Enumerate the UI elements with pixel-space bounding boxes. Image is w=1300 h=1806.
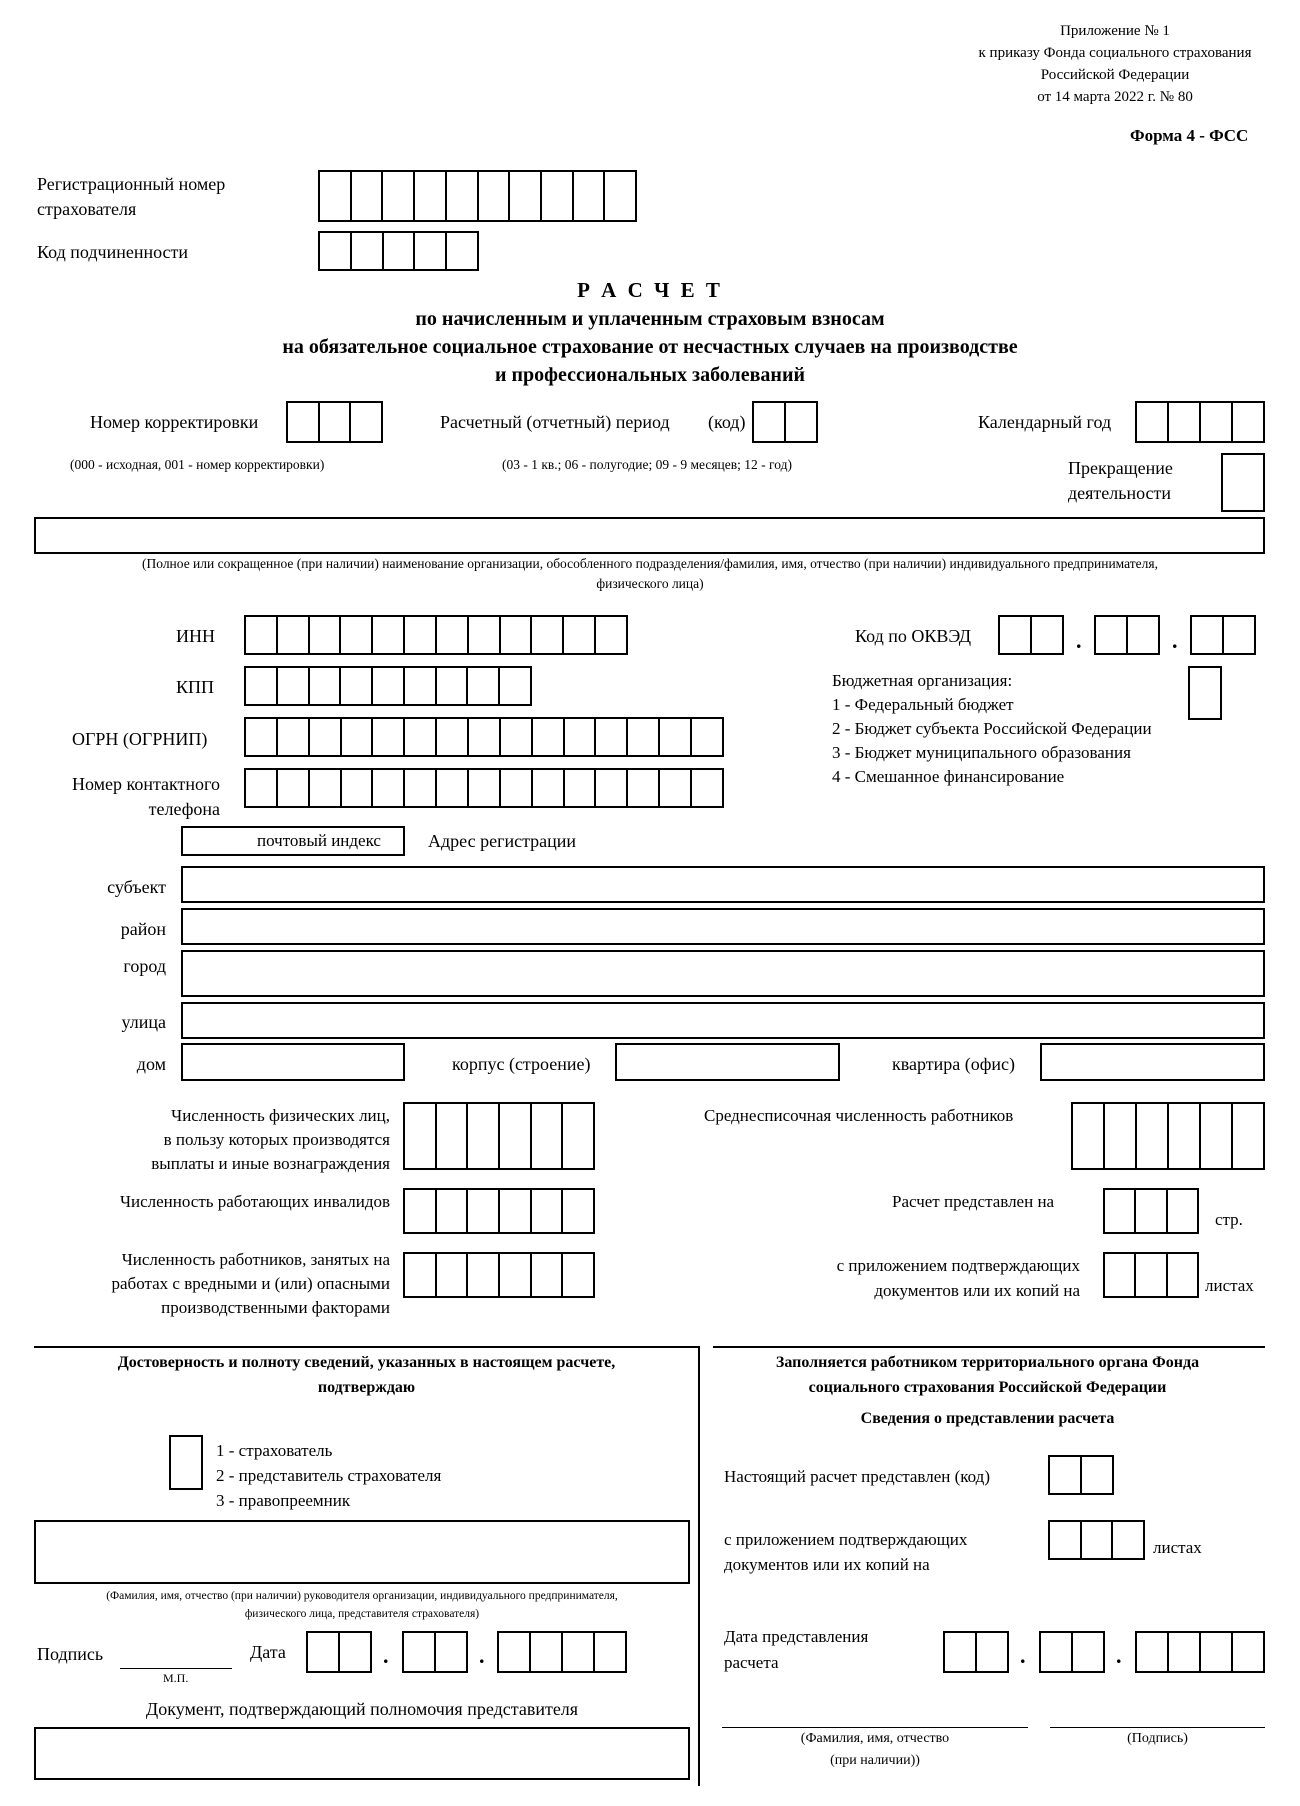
appendix-line-2: к приказу Фонда социального страхования (978, 45, 1252, 61)
reg-address-label: Адрес регистрации (428, 831, 577, 851)
city-field[interactable] (181, 950, 1265, 997)
confirm-date-dot-1: . (383, 1643, 389, 1668)
confirm-option-1: 1 - страхователь (216, 1441, 333, 1460)
subordination-label: Код подчиненности (37, 242, 189, 262)
individuals-label-3: выплаты и иные вознаграждения (151, 1154, 390, 1173)
fss-date-day[interactable] (943, 1631, 1009, 1673)
fss-attach-cells[interactable] (1048, 1520, 1145, 1560)
fss-subheading: Сведения о представлении расчета (860, 1410, 1115, 1427)
pages-label: Расчет представлен на (892, 1192, 1055, 1211)
attach-label-1: с приложением подтверждающих (836, 1256, 1080, 1275)
fss-attach-label-2: документов или их копий на (724, 1555, 930, 1574)
fss-heading-2: социального страхования Российской Федерации (808, 1379, 1167, 1396)
okved-cells-2[interactable] (1094, 615, 1160, 655)
signatory-name-field[interactable] (34, 1520, 690, 1584)
fss-heading-1: Заполняется работником территориального органа Фонда (775, 1354, 1200, 1371)
appendix-line-4: от 14 марта 2022 г. № 80 (1037, 89, 1193, 105)
confirm-date-label: Дата (250, 1642, 286, 1662)
phone-label-1: Номер контактного (71, 774, 220, 794)
street-label: улица (121, 1012, 166, 1032)
fss-presented-label: Настоящий расчет представлен (код) (724, 1467, 990, 1486)
title-line-3: на обязательное социальное страхование от несчастных случаев на производстве (282, 336, 1018, 358)
fss-attach-unit: листах (1153, 1538, 1202, 1557)
signatory-hint-1: (Фамилия, имя, отчество (при наличии) руководителя организации, индивидуального предпринимателя, (106, 1590, 618, 1602)
org-name-hint-2: физического лица) (596, 576, 704, 591)
avg-headcount-cells[interactable] (1071, 1102, 1265, 1170)
fss-date-month[interactable] (1039, 1631, 1105, 1673)
confirm-role-cell[interactable] (169, 1435, 203, 1490)
period-code-label: (код) (708, 412, 746, 432)
correction-hint: (000 - исходная, 001 - номер корректировки) (70, 457, 325, 472)
subject-field[interactable] (181, 866, 1265, 903)
authority-doc-field[interactable] (34, 1727, 690, 1780)
budget-option-2: 2 - Бюджет субъекта Российской Федерации (832, 719, 1152, 738)
signature-line[interactable] (120, 1668, 232, 1669)
city-label: город (123, 956, 166, 976)
year-label: Календарный год (978, 412, 1112, 432)
okved-cells-3[interactable] (1190, 615, 1256, 655)
disabled-cells[interactable] (403, 1188, 595, 1234)
authority-doc-label: Документ, подтверждающий полномочия представителя (145, 1699, 579, 1719)
divider-left (34, 1346, 699, 1348)
title-line-1: Р А С Ч Е Т (577, 278, 723, 302)
correction-cells[interactable] (286, 401, 383, 443)
budget-option-4: 4 - Смешанное финансирование (832, 767, 1065, 786)
fss-name-hint-1: (Фамилия, имя, отчество (800, 1731, 950, 1746)
fss-attach-label-1: с приложением подтверждающих (724, 1530, 968, 1549)
individuals-cells[interactable] (403, 1102, 595, 1170)
postal-index-label: почтовый индекс (257, 831, 381, 850)
reg-number-label-2: страхователя (37, 199, 137, 219)
phone-label-2: телефона (148, 799, 220, 819)
individuals-label-1: Численность физических лиц, (171, 1106, 390, 1125)
confirm-date-dot-2: . (479, 1643, 485, 1668)
budget-option-3: 3 - Бюджет муниципального образования (832, 743, 1131, 762)
org-name-hint-1: (Полное или сокращенное (при наличии) наименование организации, обособленного подразделения/фамилия, имя, отчество (при наличии) индивидуального предпринимателя, (142, 556, 1158, 571)
confirm-option-3: 3 - правопреемник (216, 1491, 351, 1510)
fss-presented-cells[interactable] (1048, 1455, 1114, 1495)
individuals-label-2: в пользу которых производятся (163, 1130, 390, 1149)
fss-name-hint-2: (при наличии)) (830, 1753, 920, 1768)
disabled-label: Численность работающих инвалидов (119, 1192, 390, 1211)
period-cells[interactable] (752, 401, 818, 443)
kpp-cells[interactable] (244, 666, 532, 706)
district-field[interactable] (181, 908, 1265, 945)
signatory-hint-2: физического лица, представителя страхователя) (244, 1608, 480, 1620)
street-field[interactable] (181, 1002, 1265, 1039)
building-label: корпус (строение) (452, 1054, 591, 1074)
fss-sign-hint: (Подпись) (1127, 1731, 1188, 1746)
okved-cells-1[interactable] (998, 615, 1064, 655)
budget-option-1: 1 - Федеральный бюджет (832, 695, 1014, 714)
confirm-date-year[interactable] (497, 1631, 627, 1673)
hazardous-label-2: работах с вредными и (или) опасными (111, 1274, 390, 1293)
appendix-line-3: Российской Федерации (1040, 67, 1190, 83)
ogrn-cells[interactable] (244, 717, 724, 757)
org-name-field[interactable] (34, 517, 1265, 554)
reg-number-label-1: Регистрационный номер (37, 174, 226, 194)
attach-unit: листах (1205, 1276, 1254, 1295)
signature-label: Подпись (37, 1644, 104, 1664)
pages-cells[interactable] (1103, 1188, 1199, 1234)
termination-label-1: Прекращение (1068, 458, 1173, 478)
title-line-4: и профессиональных заболеваний (494, 364, 806, 386)
year-cells[interactable] (1135, 401, 1265, 443)
okved-dot-2: . (1172, 628, 1178, 653)
house-label: дом (136, 1054, 166, 1074)
inn-label: ИНН (176, 626, 215, 646)
confirm-date-month[interactable] (402, 1631, 468, 1673)
hazardous-label-1: Численность работников, занятых на (121, 1250, 390, 1269)
divider-right (713, 1346, 1265, 1348)
stamp-label: М.П. (163, 1671, 189, 1685)
form-name: Форма 4 - ФСС (1130, 126, 1249, 145)
fss-date-label-1: Дата представления (724, 1627, 869, 1646)
avg-headcount-label: Среднесписочная численность работников (704, 1106, 1014, 1125)
phone-cells[interactable] (244, 768, 724, 808)
hazardous-cells[interactable] (403, 1252, 595, 1298)
inn-cells[interactable] (244, 615, 628, 655)
period-hint: (03 - 1 кв.; 06 - полугодие; 09 - 9 месяцев; 12 - год) (502, 457, 792, 472)
house-field[interactable] (181, 1043, 405, 1081)
attach-label-2: документов или их копий на (874, 1281, 1080, 1300)
period-label: Расчетный (отчетный) период (440, 412, 670, 432)
apartment-field[interactable] (1040, 1043, 1265, 1081)
fss-sign-line[interactable] (1050, 1727, 1265, 1728)
termination-cell[interactable] (1221, 453, 1265, 512)
title-line-2: по начисленным и уплаченным страховым взносам (415, 308, 885, 330)
budget-title: Бюджетная организация: (832, 671, 1013, 690)
divider-vertical (698, 1346, 700, 1786)
attach-cells[interactable] (1103, 1252, 1199, 1298)
building-field[interactable] (615, 1043, 840, 1081)
okved-dot-1: . (1076, 628, 1082, 653)
confirm-date-day[interactable] (306, 1631, 372, 1673)
subordination-cells[interactable] (318, 231, 479, 271)
hazardous-label-3: производственными факторами (161, 1298, 390, 1317)
subject-label: субъект (107, 877, 166, 897)
pages-unit: стр. (1215, 1210, 1243, 1229)
confirm-heading-1: Достоверность и полноту сведений, указанных в настоящем расчете, (117, 1354, 616, 1371)
fss-date-dot-2: . (1116, 1643, 1122, 1668)
budget-cell[interactable] (1188, 666, 1222, 720)
ogrn-label: ОГРН (ОГРНИП) (72, 729, 208, 749)
termination-label-2: деятельности (1068, 483, 1172, 503)
apartment-label: квартира (офис) (892, 1054, 1016, 1074)
confirm-heading-2: подтверждаю (317, 1379, 416, 1396)
fss-date-label-2: расчета (724, 1653, 779, 1672)
kpp-label: КПП (176, 677, 215, 697)
correction-label: Номер корректировки (90, 412, 259, 432)
fss-date-year[interactable] (1135, 1631, 1265, 1673)
district-label: район (120, 919, 166, 939)
fss-name-line[interactable] (722, 1727, 1028, 1728)
fss-date-dot-1: . (1020, 1643, 1026, 1668)
okved-label: Код по ОКВЭД (855, 626, 972, 646)
reg-number-cells[interactable] (318, 170, 637, 222)
appendix-line-1: Приложение № 1 (1060, 23, 1170, 39)
confirm-option-2: 2 - представитель страхователя (216, 1466, 442, 1485)
